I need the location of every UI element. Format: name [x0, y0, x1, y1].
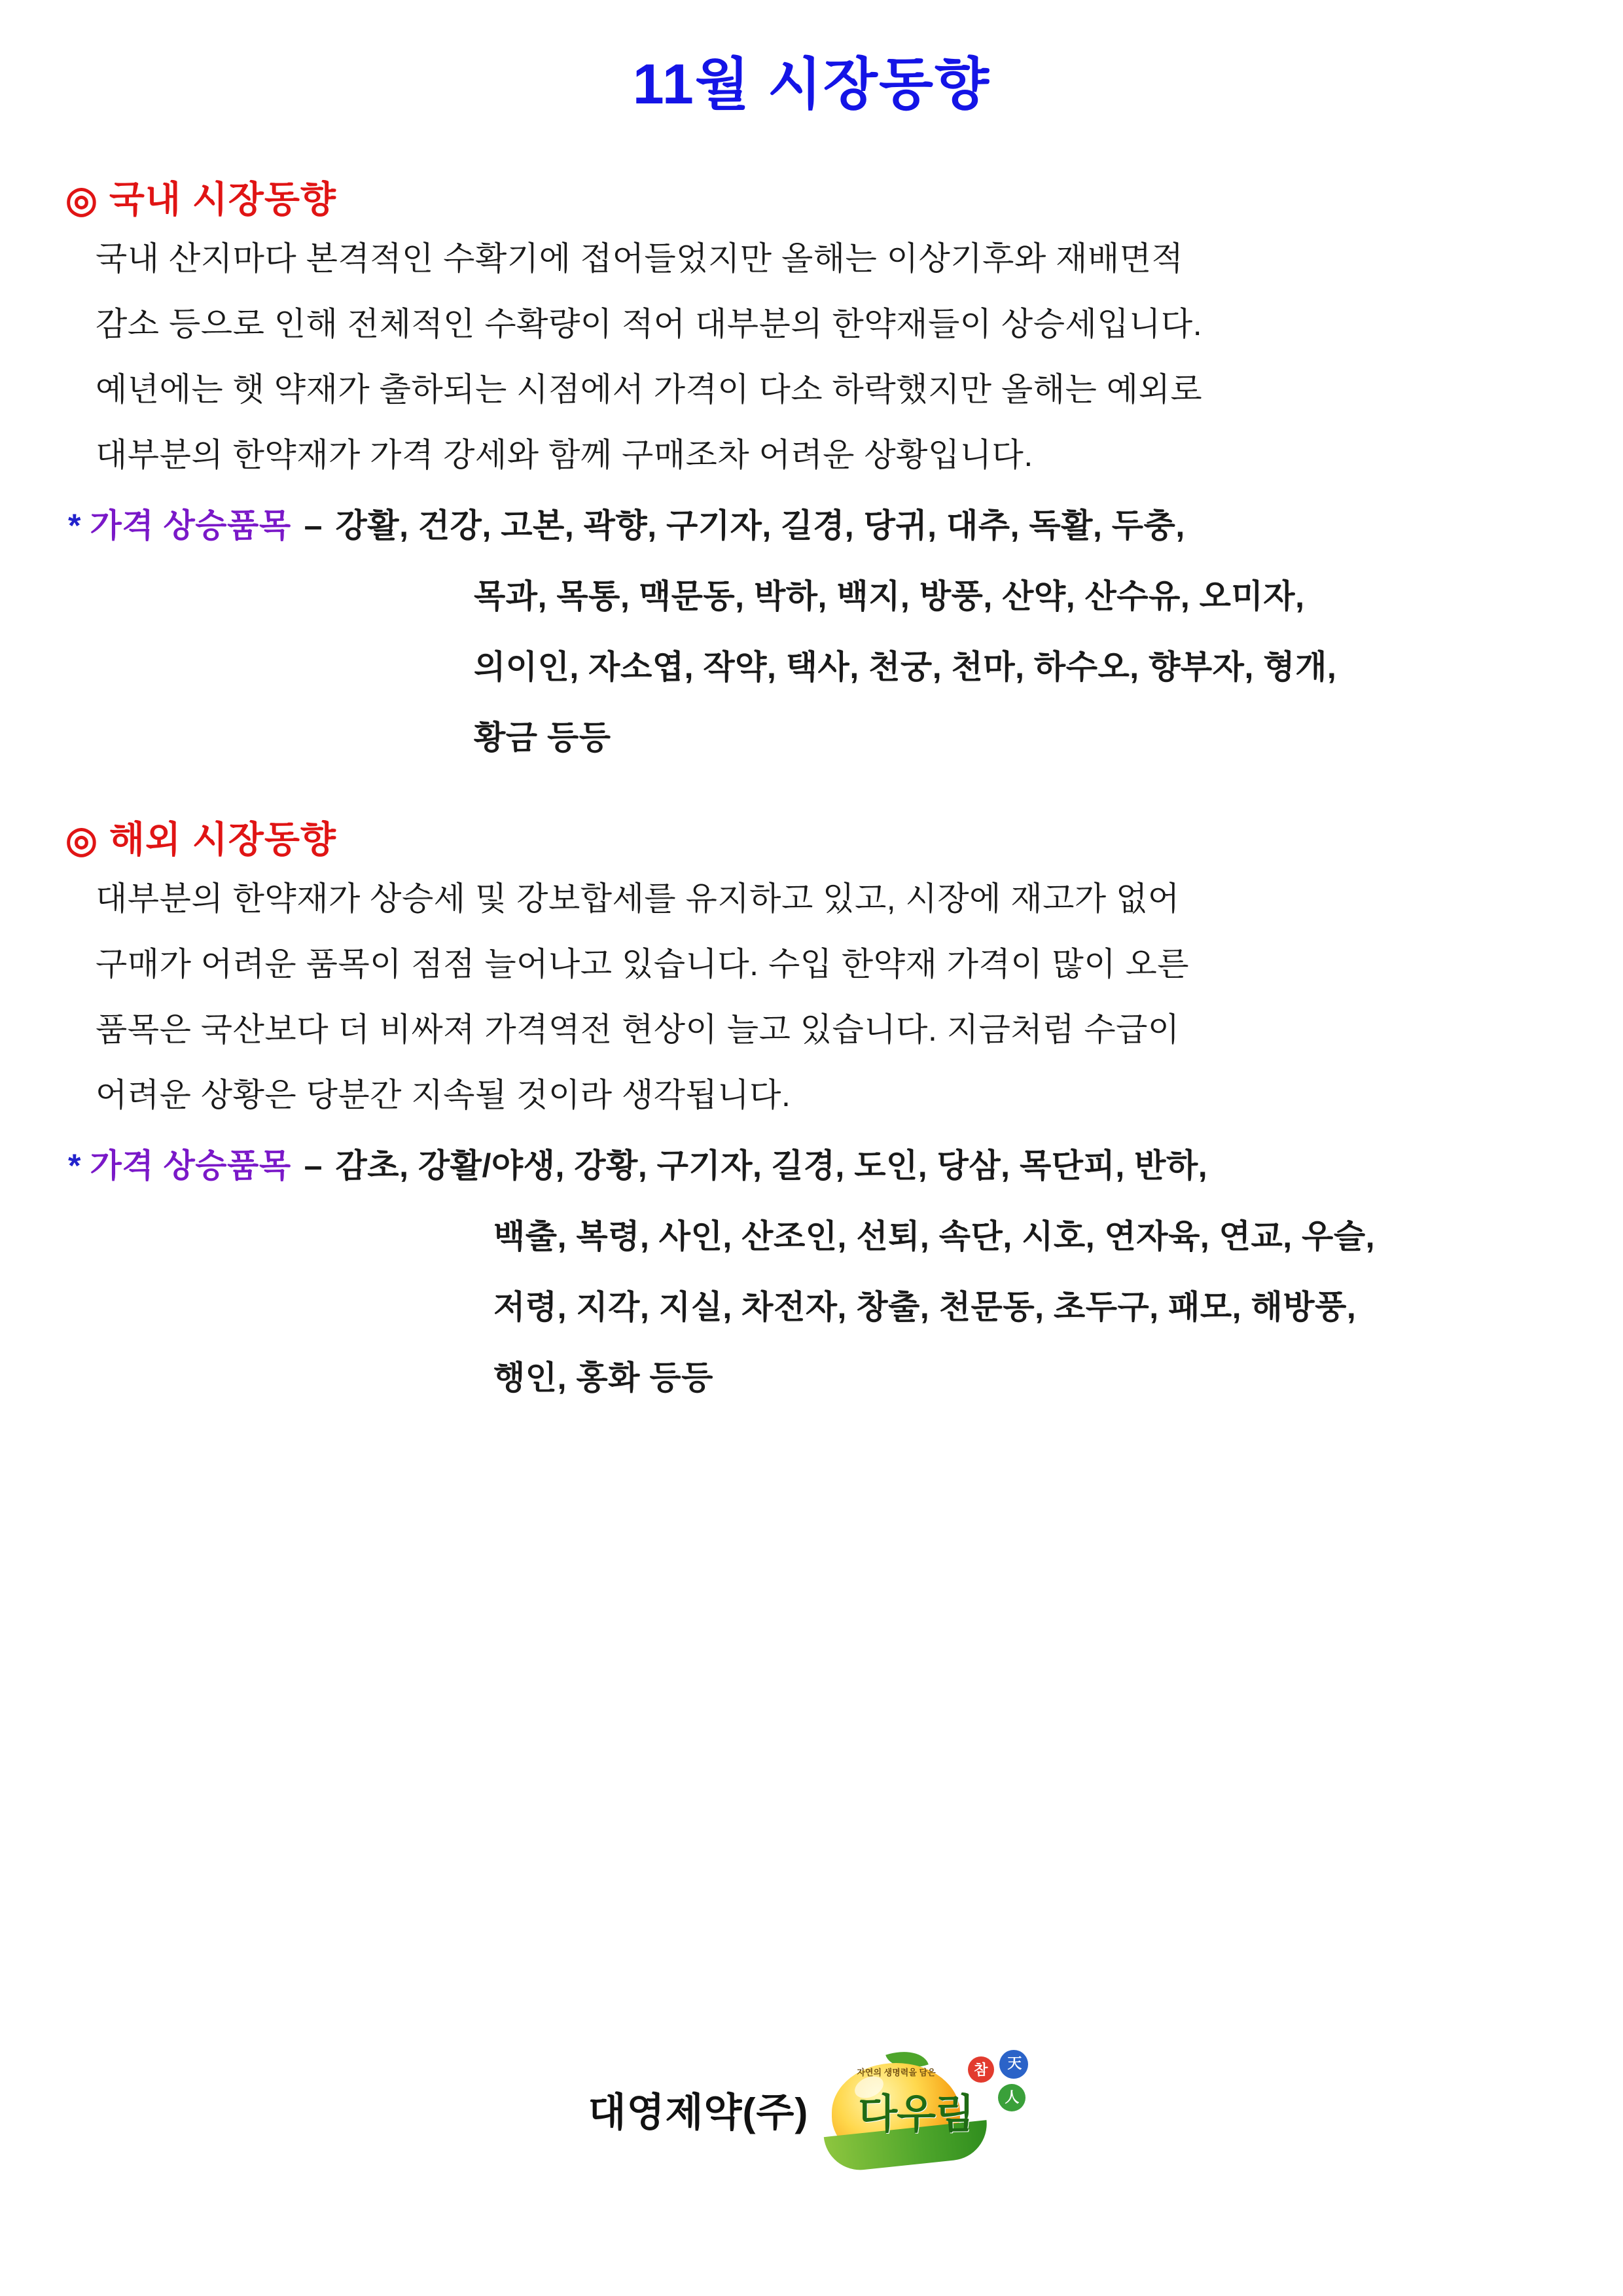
section-heading-overseas: [65, 811, 1564, 863]
bullet-label: 가격 상승품목: [90, 507, 291, 545]
paragraph-line: 국내 산지마다 본격적인 수확기에 접어들었지만 올해는 이상기후와 재배면적: [96, 240, 1184, 278]
paragraph-line: 대부분의 한약재가 상승세 및 강보합세를 유지하고 있고, 시장에 재고가 없어: [96, 880, 1180, 918]
bullet-dash: –: [304, 507, 323, 545]
paragraph-domestic: [59, 238, 1564, 476]
paragraph-line: 구매가 어려운 품목이 점점 늘어나고 있습니다. 수입 한약재 가격이 많이 오른: [96, 946, 1190, 983]
bullet-star-icon: *: [68, 1147, 81, 1185]
bullet-star-icon: *: [68, 507, 81, 545]
section-marker-icon: ◎: [65, 179, 98, 221]
bullet-items-line: 백출, 복령, 사인, 산조인, 선퇴, 속단, 시호, 연자육, 연교, 우슬,: [493, 1218, 1376, 1255]
bullet-items-line: 강활, 건강, 고본, 곽향, 구기자, 길경, 당귀, 대추, 독활, 두충,: [335, 507, 1185, 545]
bullet-items-line: 저령, 지각, 지실, 차전자, 창출, 천문동, 초두구, 패모, 해방풍,: [493, 1289, 1357, 1326]
section-heading-text: 해외 시장동향: [109, 819, 337, 861]
bullet-items-line: 목과, 목통, 맥문동, 박하, 백지, 방풍, 산약, 산수유, 오미자,: [474, 578, 1305, 615]
paragraph-line: 어려운 상황은 당분간 지속될 것이라 생각됩니다.: [96, 1077, 791, 1114]
section-overseas-market: [59, 811, 1564, 1399]
logo-tagline: 자연의 생명력을 담은: [857, 2068, 936, 2077]
section-marker-icon: ◎: [65, 819, 98, 861]
paragraph-line: 품목은 국산보다 더 비싸져 가격역전 현상이 늘고 있습니다. 지금처럼 수급이: [96, 1011, 1180, 1049]
paragraph-line: 감소 등으로 인해 전체적인 수확량이 적어 대부분의 한약재들이 상승세입니다.: [96, 306, 1203, 343]
bullet-items-line: 감초, 강활/야생, 강황, 구기자, 길경, 도인, 당삼, 목단피, 반하,: [335, 1147, 1208, 1185]
paragraph-overseas: [59, 878, 1564, 1116]
bullet-first-line: [68, 1139, 1564, 1187]
section-domestic-market: [59, 171, 1564, 759]
page-title: 11월 시장동향: [632, 53, 991, 116]
footer-branding: [0, 2047, 1623, 2172]
bullet-dash: –: [304, 1147, 323, 1185]
logo-brand-text: 다우림: [858, 2092, 974, 2137]
section-heading-text: 국내 시장동향: [109, 179, 337, 221]
bullet-items-line: 행인, 홍화 등등: [493, 1359, 713, 1397]
company-name: 대영제약(주): [588, 2090, 809, 2134]
badge-char-1: 참: [974, 2062, 988, 2078]
badge-char-3: 人: [1005, 2089, 1020, 2106]
bullet-items-line: 황금 등등: [474, 719, 611, 757]
bullet-first-line: [68, 499, 1564, 547]
daurim-logo: [825, 2047, 1035, 2172]
section-heading-domestic: [65, 171, 1564, 223]
bullet-label: 가격 상승품목: [90, 1147, 291, 1185]
badge-char-2: 天: [1007, 2055, 1022, 2072]
paragraph-line: 예년에는 햇 약재가 출하되는 시점에서 가격이 다소 하락했지만 올해는 예외로: [96, 371, 1203, 408]
bullet-items-line: 의이인, 자소엽, 작약, 택사, 천궁, 천마, 하수오, 향부자, 형개,: [474, 649, 1337, 686]
bullet-block-overseas-rising-items: [59, 1139, 1564, 1399]
paragraph-line: 대부분의 한약재가 가격 강세와 함께 구매조차 어려운 상황입니다.: [96, 437, 1033, 474]
bullet-block-domestic-rising-items: [59, 499, 1564, 759]
